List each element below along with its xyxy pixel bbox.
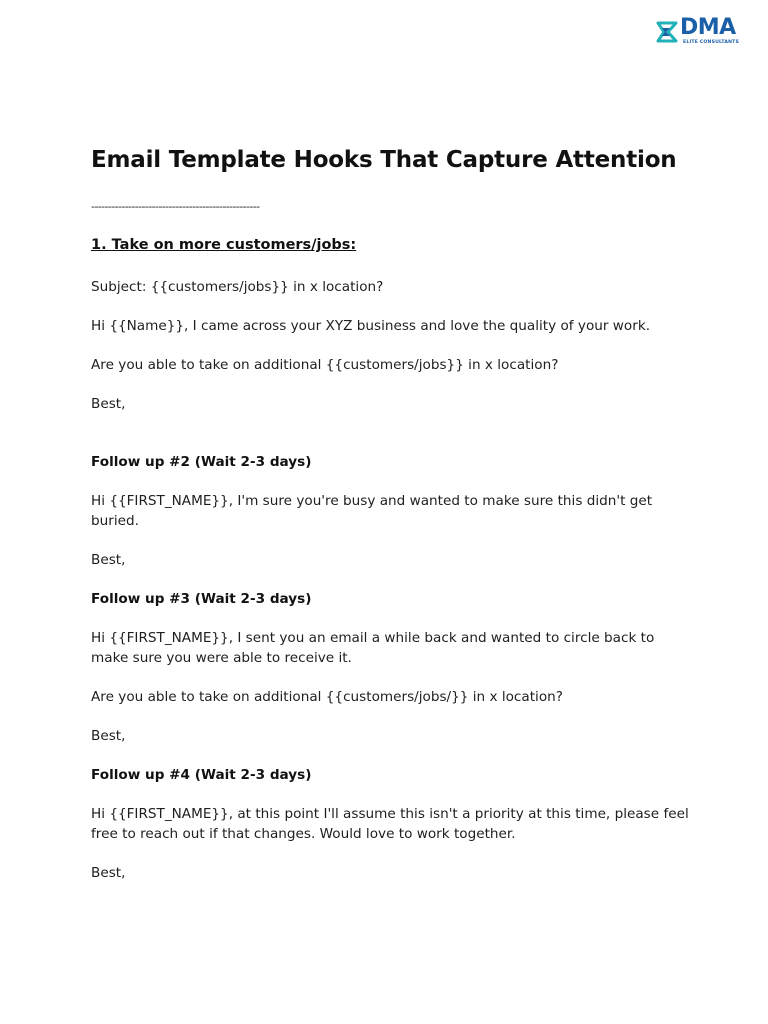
followup-2-line-1: Hi {{FIRST_NAME}}, I'm sure you're busy and wanted to make sure this didn't get buried. — [91, 493, 653, 529]
email-line-1: Hi {{Name}}, I came across your XYZ business and love the quality of your work. — [91, 318, 651, 334]
followup-3-line-1: Hi {{FIRST_NAME}}, I sent you an email a while back and wanted to circle back to make sure you were able to receive it. — [91, 630, 655, 666]
followup-4-signoff: Best, — [91, 865, 126, 881]
followup-4-line-1: Hi {{FIRST_NAME}}, at this point I'll assume this isn't a priority at this time, please feel free to reach out if that changes. Would love to work together. — [91, 806, 689, 842]
document-body — [91, 143, 691, 883]
dma-logo — [656, 17, 748, 47]
logo-name: DMA — [680, 15, 736, 40]
followup-4-heading: Follow up #4 (Wait 2-3 days) — [91, 767, 312, 783]
dma-logo-mark-icon — [656, 19, 678, 45]
logo-tagline: ELITE CONSULTANTS — [683, 40, 739, 45]
email-subject: Subject: {{customers/jobs}} in x location? — [91, 279, 384, 295]
email-line-2: Are you able to take on additional {{customers/jobs}} in x location? — [91, 357, 559, 373]
page-title: Email Template Hooks That Capture Attention — [91, 147, 677, 173]
divider-line: -------------------------------------------------- — [91, 200, 260, 213]
email-signoff: Best, — [91, 396, 126, 412]
followup-3-line-2: Are you able to take on additional {{customers/jobs/}} in x location? — [91, 689, 563, 705]
followup-3-heading: Follow up #3 (Wait 2-3 days) — [91, 591, 312, 607]
section-heading: 1. Take on more customers/jobs: — [91, 237, 357, 253]
followup-2-heading: Follow up #2 (Wait 2-3 days) — [91, 454, 312, 470]
followup-3-signoff: Best, — [91, 728, 126, 744]
followup-2-signoff: Best, — [91, 552, 126, 568]
